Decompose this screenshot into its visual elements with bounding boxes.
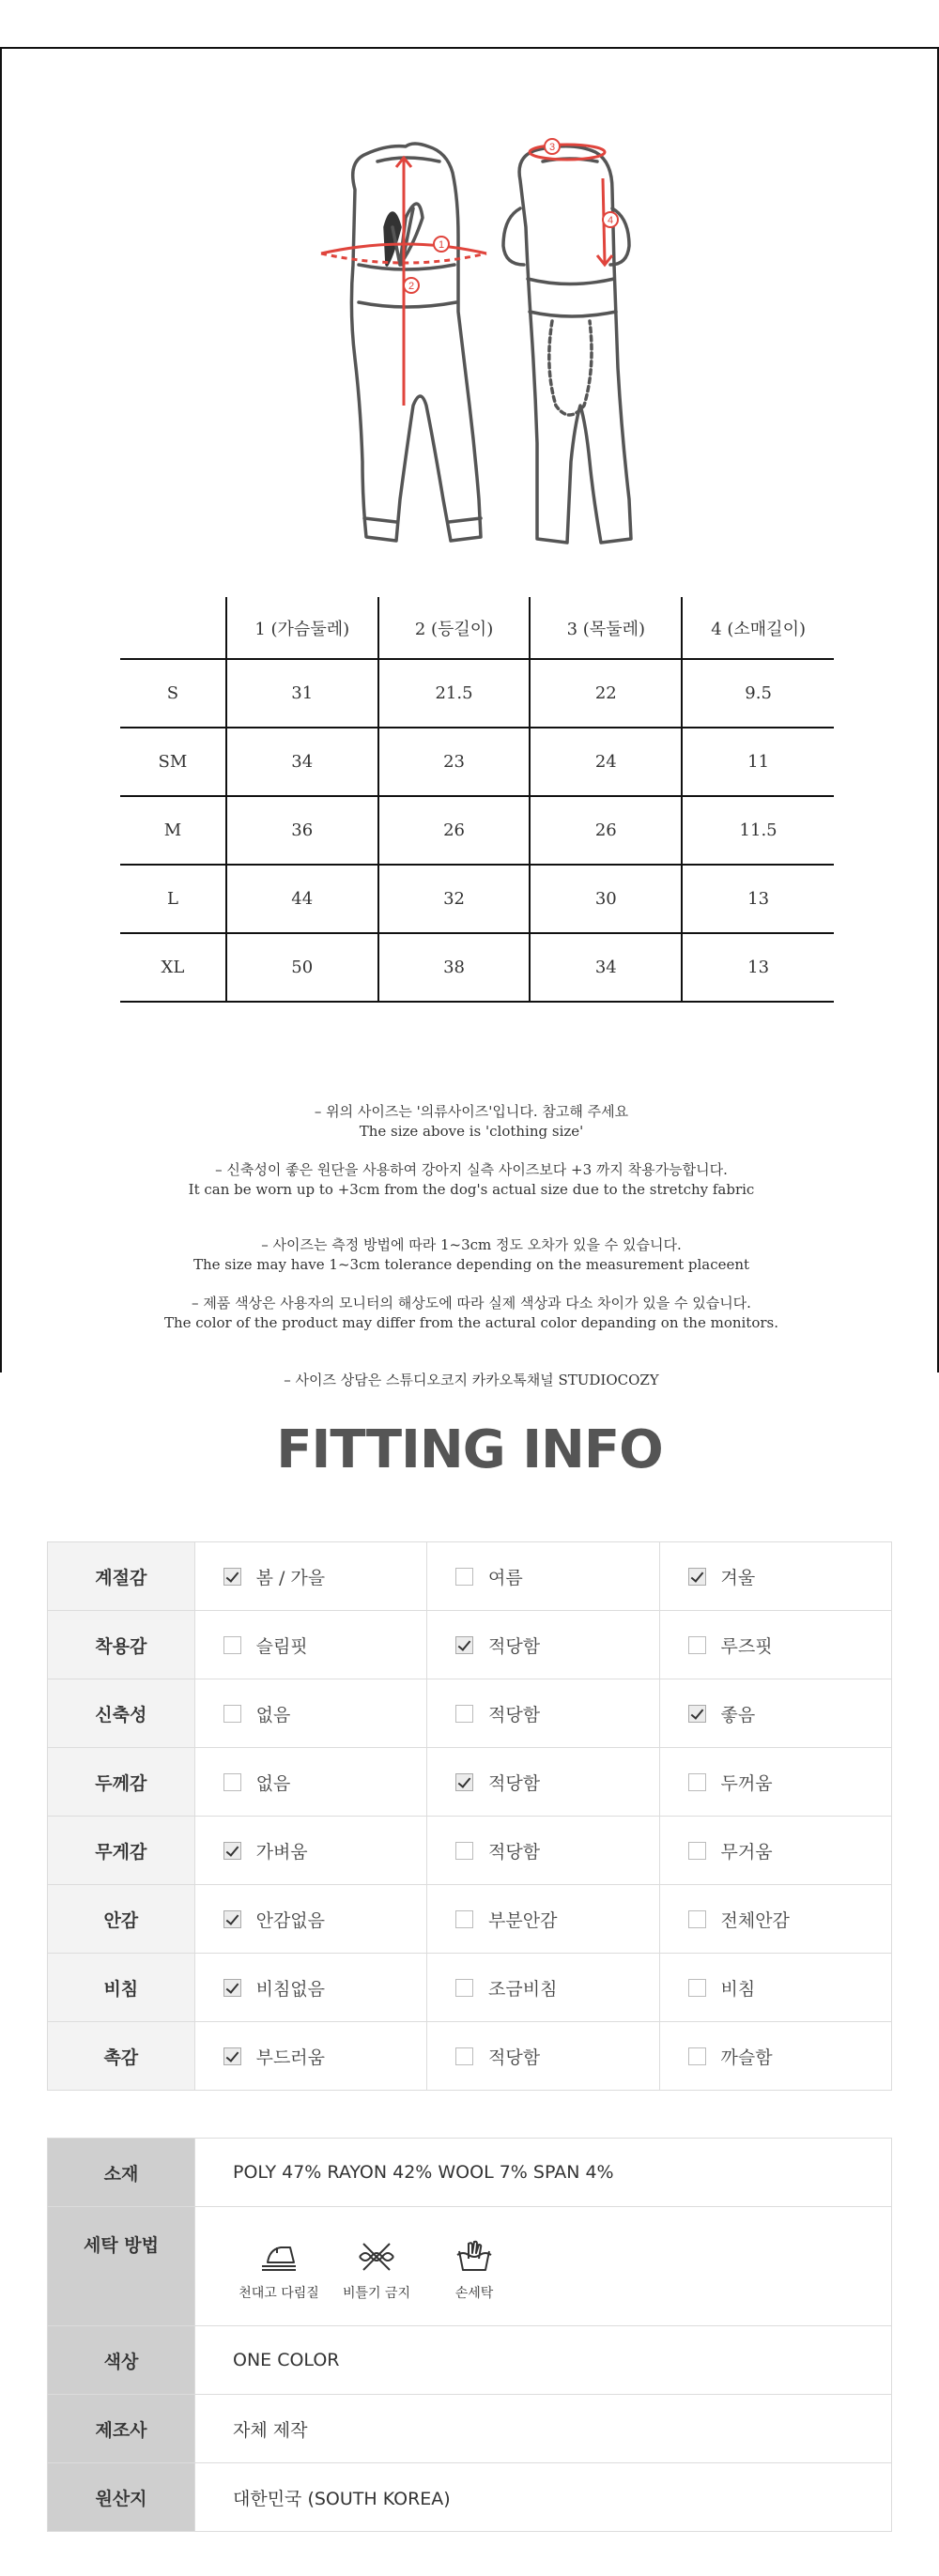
unchecked-checkbox-icon [688,1979,706,1997]
fitting-option-label: 없음 [255,1704,291,1725]
size-label-cell: SM [120,728,226,796]
fitting-option [427,2022,659,2091]
table-row [48,2207,892,2326]
note-consult [2,1371,939,1390]
note-text-ko: – 사이즈 상담은 스튜디오코지 카카오톡채널 STUDIOCOZY [284,1372,659,1388]
size-value-cell: 38 [378,933,531,1002]
fitting-option [427,1954,659,2022]
no-wring-icon [356,2240,397,2274]
fitting-option [194,1542,426,1611]
wash-item-label: 손세탁 [454,2286,494,2301]
fitting-option [194,1885,426,1954]
note-text-ko: – 신축성이 좋은 원단을 사용하여 강아지 실측 사이즈보다 +3 까지 착용가능합니다. [215,1161,728,1178]
fitting-option [659,1954,892,2022]
wash-item [434,2240,515,2302]
fitting-row-label: 두께감 [48,1748,195,1817]
fitting-row-label: 촉감 [48,2022,195,2091]
wash-cell [195,2207,892,2326]
note-color [2,1294,939,1333]
size-value-cell: 9.5 [682,659,834,728]
fitting-option [427,1748,659,1817]
note-text-en: It can be worn up to +3cm from the dog's actual size due to the stretchy fabric [188,1181,755,1198]
table-row [48,1542,892,1611]
marker-3: 3 [548,142,556,153]
maker-value: 자체 제작 [195,2395,892,2463]
size-value-cell: 34 [226,728,378,796]
checked-checkbox-icon [455,1773,473,1791]
size-value-cell: 32 [378,865,531,933]
checked-checkbox-icon [223,2047,241,2065]
fitting-option [659,1817,892,1885]
table-row [120,728,834,796]
size-value-cell: 50 [226,933,378,1002]
unchecked-checkbox-icon [455,1979,473,1997]
note-tolerance [2,1235,939,1275]
note-text-ko: – 사이즈는 측정 방법에 따라 1~3cm 정도 오차가 있을 수 있습니다. [261,1236,682,1253]
checked-checkbox-icon [223,1842,241,1860]
fitting-option [427,1611,659,1679]
table-row [48,2395,892,2463]
unchecked-checkbox-icon [688,1910,706,1928]
size-header-cell: 4 (소매길이) [682,597,834,659]
fitting-row-label: 비침 [48,1954,195,2022]
fitting-option-label: 적당함 [488,1772,541,1794]
fitting-option-label: 비침없음 [255,1978,326,2000]
fitting-option [427,1817,659,1885]
unchecked-checkbox-icon [223,1773,241,1791]
fitting-option [194,1817,426,1885]
fitting-option-label: 전체안감 [720,1909,790,1931]
table-row [120,933,834,1002]
table-row [48,1679,892,1748]
fitting-option-label: 안감없음 [255,1909,326,1931]
table-row [48,2022,892,2091]
table-row [48,1611,892,1679]
size-value-cell: 23 [378,728,531,796]
fitting-option-label: 부드러움 [255,2047,326,2068]
size-header-cell [120,597,226,659]
fitting-option [659,2022,892,2091]
note-text-en: The color of the product may differ from the actural color depanding on the monitors. [163,1314,779,1331]
size-table [120,597,834,1003]
unchecked-checkbox-icon [688,1773,706,1791]
table-row [48,2139,892,2207]
fitting-option-label: 적당함 [488,1841,541,1863]
fitting-option-label: 비침 [720,1978,756,2000]
note-text-ko: – 위의 사이즈는 '의류사이즈'입니다. 참고해 주세요 [314,1103,629,1120]
size-value-cell: 26 [378,796,531,865]
fitting-row-label: 안감 [48,1885,195,1954]
fitting-option [659,1885,892,1954]
wash-item [336,2240,417,2302]
wash-item [239,2240,319,2302]
fitting-option-label: 봄 / 가을 [255,1567,326,1588]
fitting-option [194,2022,426,2091]
size-notes [2,1102,939,1409]
fitting-option [427,1542,659,1611]
unchecked-checkbox-icon [455,2047,473,2065]
origin-value: 대한민국 (SOUTH KOREA) [195,2463,892,2532]
size-label-cell: L [120,865,226,933]
hand-wash-icon [454,2240,495,2274]
table-row [48,2463,892,2532]
fitting-option-label: 슬림핏 [255,1635,308,1657]
origin-label: 원산지 [48,2463,195,2532]
checked-checkbox-icon [688,1568,706,1586]
fitting-option-label: 두꺼움 [720,1772,773,1794]
wash-item-label: 천대고 다림질 [239,2286,319,2301]
iron-with-cloth-icon [258,2240,300,2274]
marker-4: 4 [607,215,614,226]
fitting-option [659,1542,892,1611]
size-value-cell: 30 [530,865,682,933]
unchecked-checkbox-icon [455,1910,473,1928]
fitting-option-label: 적당함 [488,2047,541,2068]
size-header-cell: 2 (등길이) [378,597,531,659]
note-text-ko: – 제품 색상은 사용자의 모니터의 해상도에 따라 실제 색상과 다소 차이가 있을 수 있습니다. [192,1295,751,1311]
size-chart-section [0,47,939,1388]
fitting-row-label: 신축성 [48,1679,195,1748]
note-text-en: The size may have 1~3cm tolerance depending on the measurement placeent [192,1256,750,1273]
material-table [47,2138,892,2532]
fitting-row-label: 무게감 [48,1817,195,1885]
fitting-option-label: 겨울 [720,1567,756,1588]
fitting-option-label: 루즈핏 [720,1635,773,1657]
size-value-cell: 36 [226,796,378,865]
table-row [48,1748,892,1817]
size-value-cell: 11.5 [682,796,834,865]
size-value-cell: 13 [682,865,834,933]
fitting-option-label: 조금비침 [488,1978,558,2000]
size-label-cell: M [120,796,226,865]
fitting-option [659,1611,892,1679]
unchecked-checkbox-icon [223,1705,241,1723]
fitting-option-label: 적당함 [488,1635,541,1657]
fitting-option [659,1748,892,1817]
note-stretch [2,1160,939,1200]
fitting-info-title: FITTING INFO [276,1419,663,1480]
size-value-cell: 24 [530,728,682,796]
fitting-option-label: 없음 [255,1772,291,1794]
fitting-option-label: 적당함 [488,1704,541,1725]
unchecked-checkbox-icon [223,1636,241,1654]
size-label-cell: XL [120,933,226,1002]
table-row [48,1885,892,1954]
fitting-option [194,1748,426,1817]
fitting-row-label: 계절감 [48,1542,195,1611]
fitting-option [194,1611,426,1679]
fitting-option-label: 여름 [488,1567,523,1588]
unchecked-checkbox-icon [455,1842,473,1860]
marker-1: 1 [438,239,445,251]
table-row [48,1954,892,2022]
table-row [48,1817,892,1885]
size-value-cell: 21.5 [378,659,531,728]
checked-checkbox-icon [223,1910,241,1928]
fitting-option-label: 무거움 [720,1841,773,1863]
size-value-cell: 26 [530,796,682,865]
unchecked-checkbox-icon [688,2047,706,2065]
size-header-cell: 1 (가슴둘레) [226,597,378,659]
table-row [120,659,834,728]
size-value-cell: 13 [682,933,834,1002]
color-label: 색상 [48,2326,195,2395]
checked-checkbox-icon [223,1979,241,1997]
fitting-option-label: 까슬함 [720,2047,773,2068]
fitting-option-label: 좋음 [720,1704,756,1725]
color-value: ONE COLOR [195,2326,892,2395]
unchecked-checkbox-icon [455,1705,473,1723]
size-value-cell: 44 [226,865,378,933]
fitting-table [47,1541,892,2091]
wash-label: 세탁 방법 [48,2207,195,2326]
size-header-cell: 3 (목둘레) [530,597,682,659]
size-value-cell: 11 [682,728,834,796]
table-row [48,2326,892,2395]
table-row [120,865,834,933]
size-value-cell: 22 [530,659,682,728]
fabric-label: 소재 [48,2139,195,2207]
unchecked-checkbox-icon [688,1636,706,1654]
fitting-option-label: 가벼움 [255,1841,308,1863]
wash-item-label: 비틀기 금지 [342,2286,411,2301]
maker-label: 제조사 [48,2395,195,2463]
unchecked-checkbox-icon [455,1568,473,1586]
checked-checkbox-icon [455,1636,473,1654]
marker-2: 2 [408,281,415,292]
size-label-cell: S [120,659,226,728]
garment-diagram [302,124,678,556]
fitting-option [427,1679,659,1748]
checked-checkbox-icon [688,1705,706,1723]
note-clothing-size [2,1102,939,1142]
fitting-option [194,1679,426,1748]
size-table-header [120,597,834,659]
fitting-row-label: 착용감 [48,1611,195,1679]
unchecked-checkbox-icon [688,1842,706,1860]
fitting-option-label: 부분안감 [488,1909,558,1931]
size-value-cell: 34 [530,933,682,1002]
note-text-en: The size above is 'clothing size' [359,1123,584,1140]
fitting-option [194,1954,426,2022]
checked-checkbox-icon [223,1568,241,1586]
fitting-option [427,1885,659,1954]
table-row [120,796,834,865]
size-value-cell: 31 [226,659,378,728]
fitting-option [659,1679,892,1748]
fabric-value: POLY 47% RAYON 42% WOOL 7% SPAN 4% [195,2139,892,2207]
